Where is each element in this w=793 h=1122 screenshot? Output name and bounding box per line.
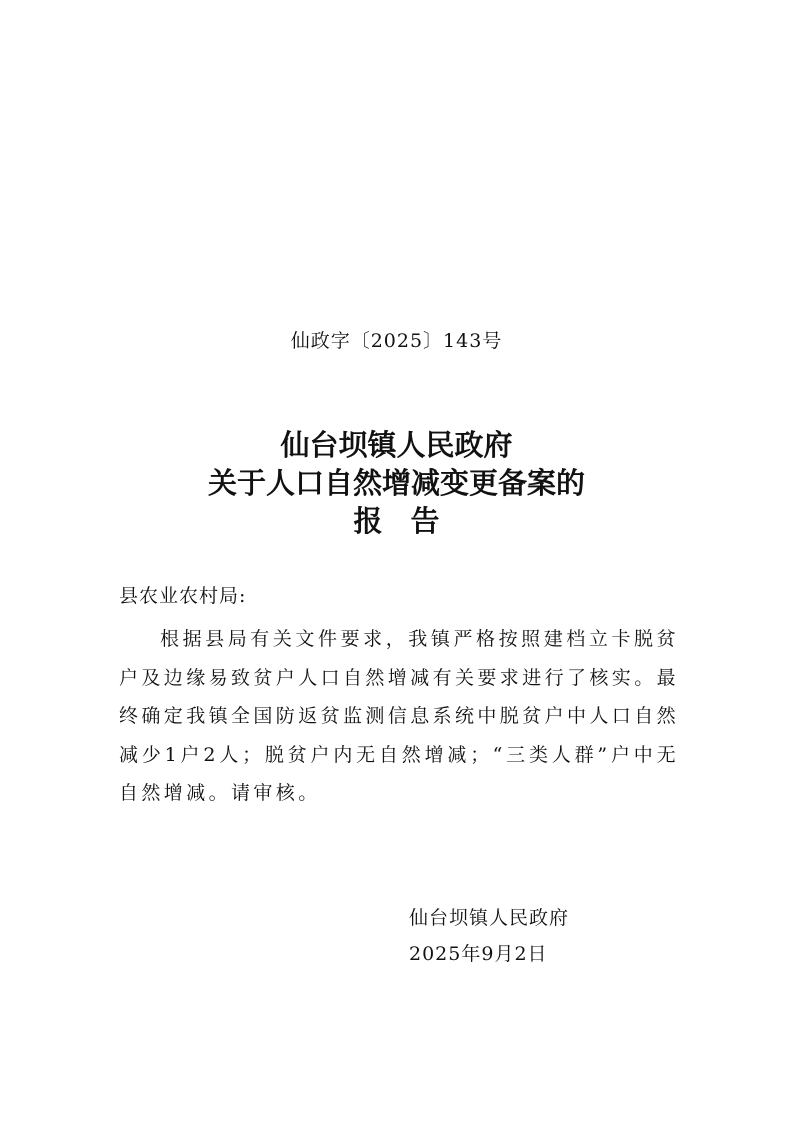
document-title [0, 426, 793, 540]
title-line-2: 关于人口自然增减变更备案的 [207, 466, 585, 500]
salutation: 县农业农村局: [119, 585, 247, 607]
signature-date: 2025年9月2日 [409, 943, 548, 965]
body-paragraph: 根据县局有关文件要求，我镇严格按照建档立卡脱贫户及边缘易致贫户人口自然增减有关要求进行了核实。最终确定我镇全国防返贫监测信息系统中脱贫户中人口自然减少1户2人；脱贫户内无自然增减；“三类人群”户中无自然增减。请审核。 [119, 628, 680, 804]
signature-organization: 仙台坝镇人民政府 [409, 907, 570, 929]
document-number: 仙政字〔2025〕143号 [290, 330, 503, 352]
signature-block [409, 900, 569, 972]
title-line-3: 报告 [353, 504, 468, 538]
title-line-1: 仙台坝镇人民政府 [280, 428, 513, 462]
